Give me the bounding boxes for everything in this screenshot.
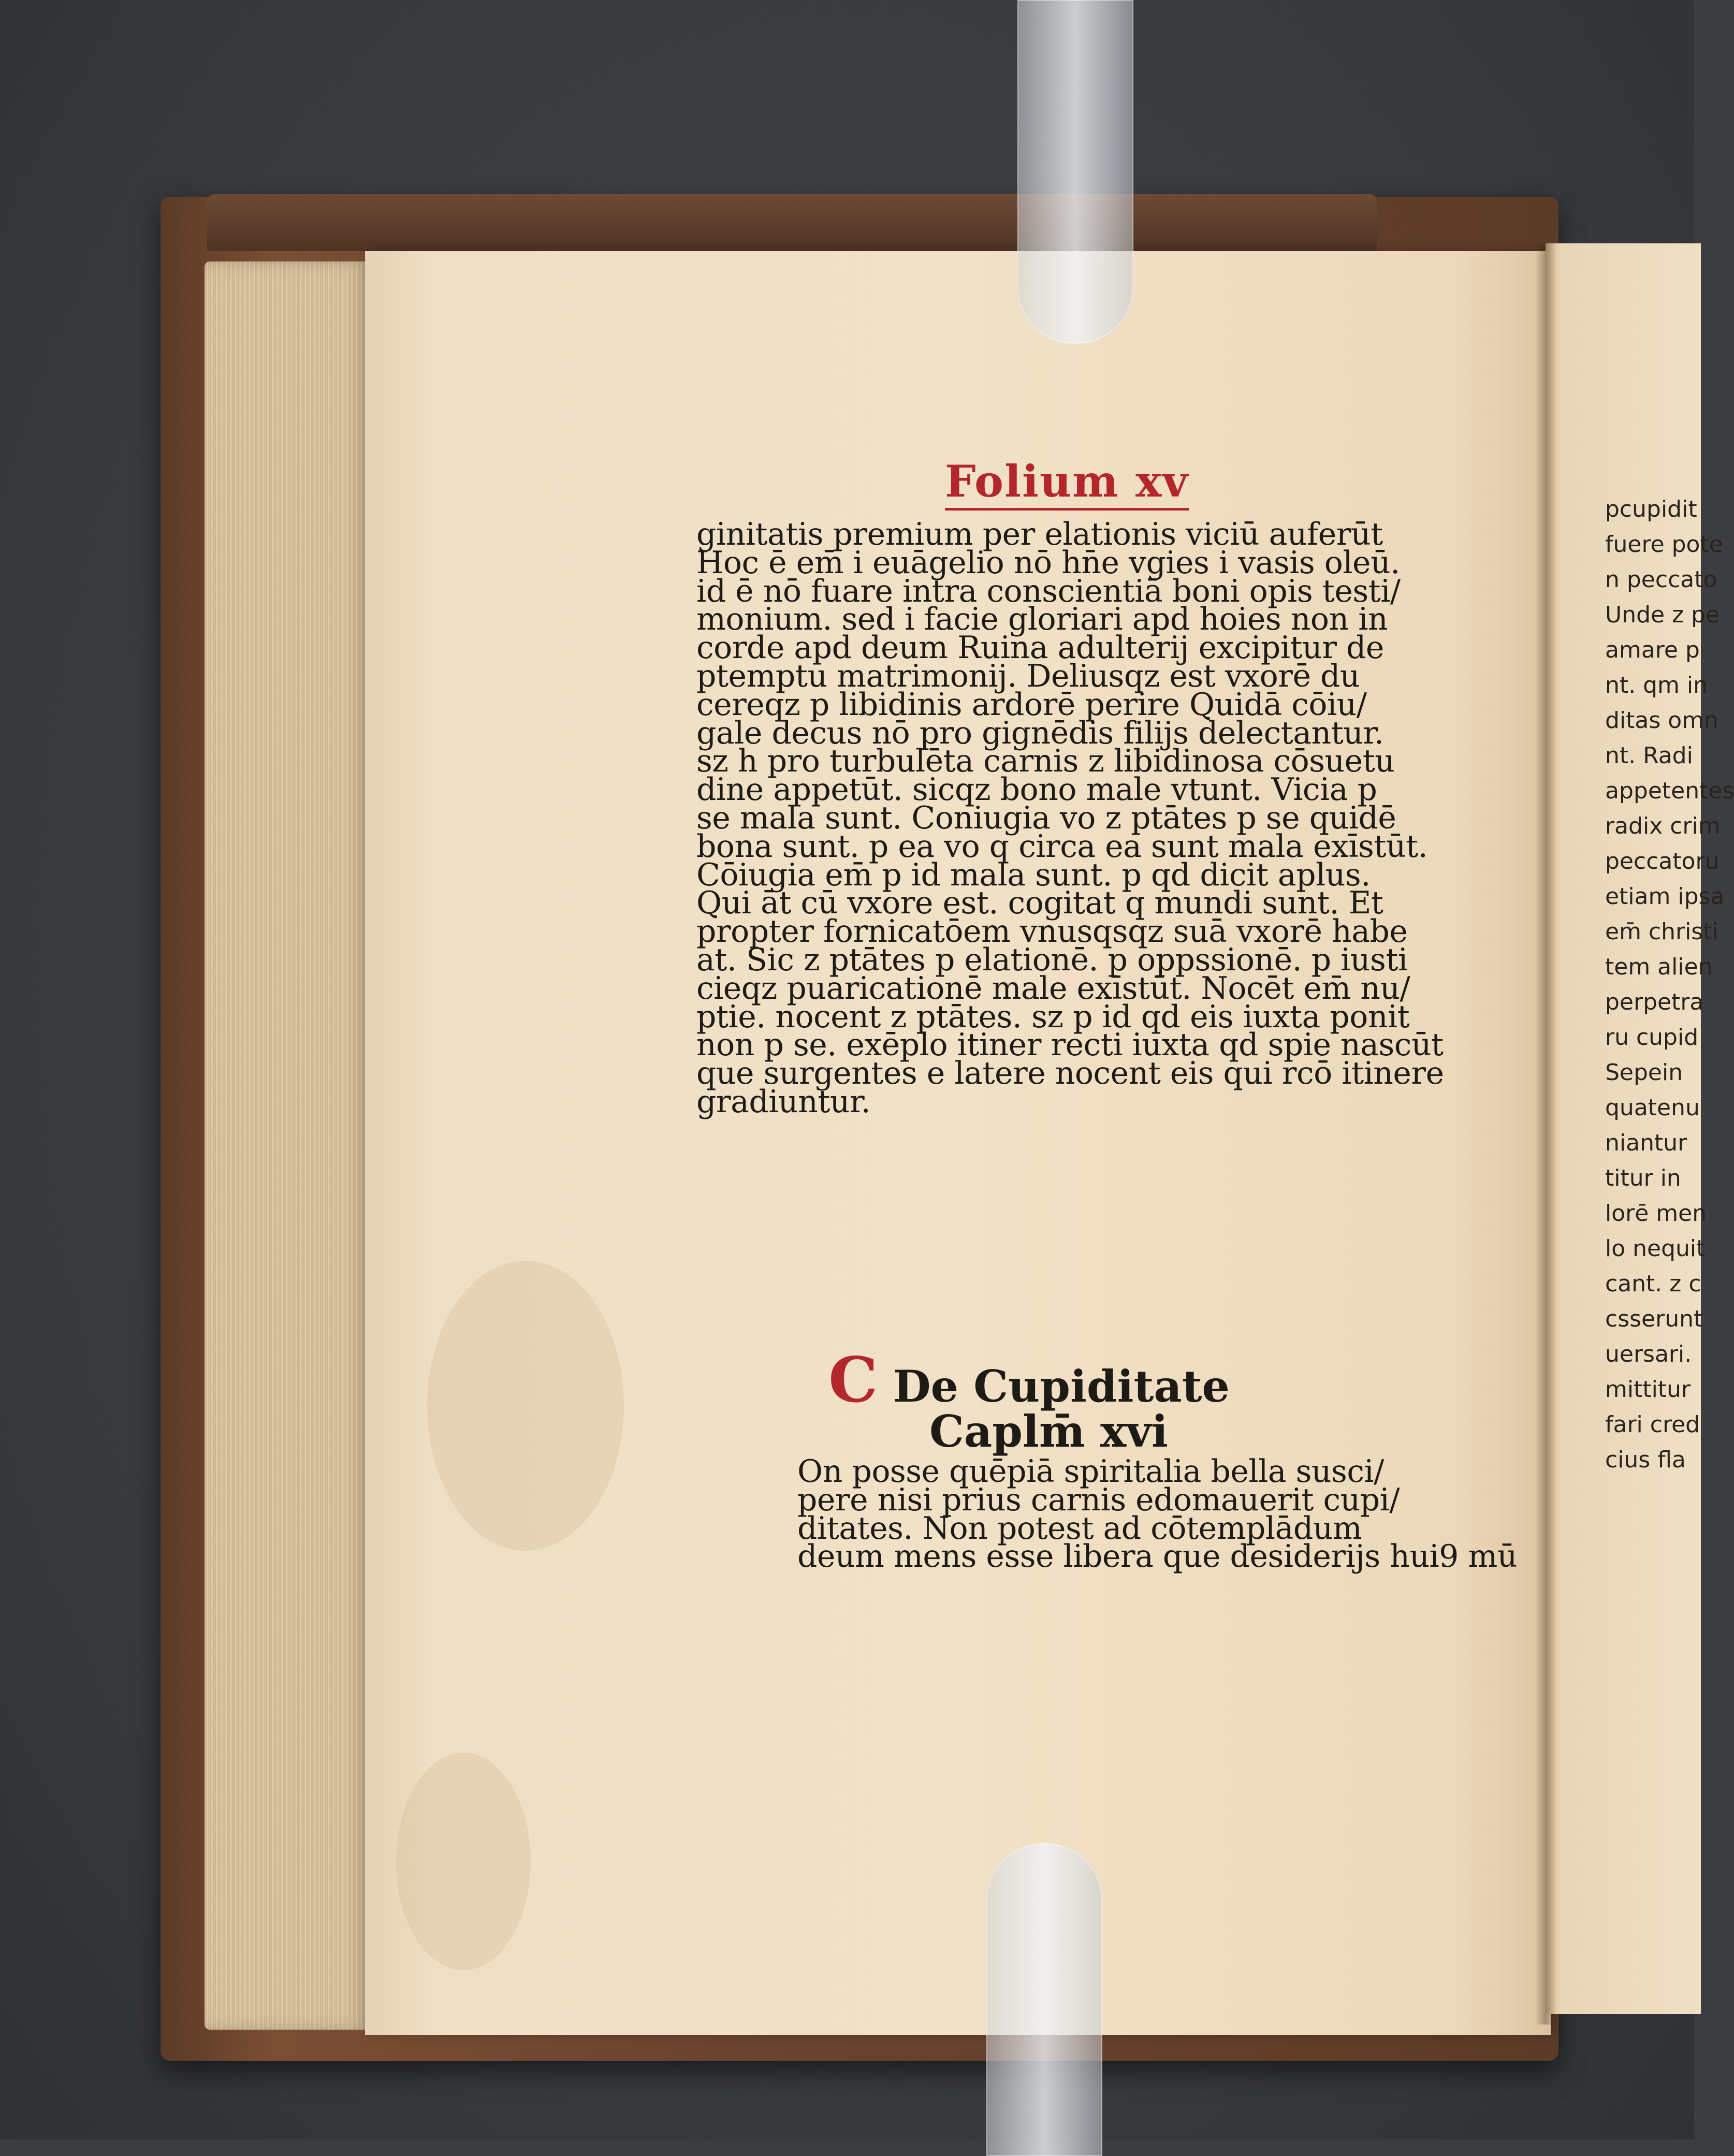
text-line: gale decus nō pro gignēdis filijs delectantur. [696,715,1384,751]
text-line: monium. sed i facie gloriari apd hoies non in [696,601,1388,638]
text-line: amare p [1605,637,1700,663]
right-page [1546,243,1734,2014]
book-spine-top [207,194,1377,251]
text-line: cius fla [1605,1447,1686,1473]
text-line: tem alien [1605,954,1713,980]
text-line: Cōiugia em̄ p id mala sunt. p qd dicit aplus. [696,856,1371,893]
text-line: id ē nō fuare intra conscientiā boni opis testi/ [696,573,1401,609]
text-line: ditates. Non potest ad cōtemplādum [797,1510,1362,1547]
text-line: pere nisi prius carnis edomauerit cupi/ [797,1481,1400,1518]
page-holder-clip-bottom [986,1843,1102,2156]
text-line: lo nequit [1605,1235,1706,1262]
text-line: em̄ christi [1605,919,1718,945]
text-line: ditas omn [1605,707,1718,734]
main-text-block [696,516,1444,1120]
text-line: nt. qm in [1605,672,1708,698]
text-line: On posse quēpiā spiritalia bella susci/ [797,1453,1384,1490]
page-holder-clip-top [1017,0,1133,344]
text-line: cieqz puaricationē male exīstūt. Nocēt em̄ nu/ [696,970,1410,1007]
text-line: perpetra [1605,989,1704,1015]
text-line: Hoc ē em̄ i euāgelio nō hn̄e vgies i vasis oleū. [696,544,1400,581]
text-line: cant. z c [1605,1271,1701,1297]
text-line: appetentes [1605,778,1734,804]
text-line: Qui āt cū vxore est. cogitat q mundi sunt. Et [696,885,1383,922]
right-page-text [1605,492,1734,1478]
text-line: ru cupid [1605,1024,1699,1051]
text-line: etiam ipsa [1605,883,1725,910]
folio-heading: Folium xv [945,456,1189,511]
text-line: non p se. exēplo itiner recti iuxta qd spie nascūt [696,1027,1444,1064]
paper-stain [427,1261,624,1551]
text-line: propter fornicatōem vnusqsqz suā vxorē habe [696,913,1408,950]
text-line: n peccato [1605,566,1717,593]
paper-stain [396,1753,531,1970]
text-line: at. Sic z ptātes p elationē. p oppssionē. p iusti [696,941,1408,978]
text-line: niantur [1605,1130,1687,1156]
text-line: lorē men [1605,1200,1707,1227]
text-line: gradiuntur. [696,1083,871,1120]
text-line: cereqz p libidinis ardorē perire Quidā cōiu/ [696,686,1367,723]
chapter-number: Caplm̄ xvi [929,1406,1168,1457]
text-line: radix crim [1605,813,1721,839]
text-line: csserunt [1605,1306,1703,1332]
text-line: fuere pote [1605,531,1723,558]
text-line: ptemptu matrimonij. Deliusqz est vxorē du [696,658,1360,694]
text-line: quatenu [1605,1095,1700,1121]
page-edges [205,261,370,2030]
text-line: titur in [1605,1165,1681,1191]
text-line: ptie. nocent z ptātes. sz p id qd eis iuxta ponit [696,998,1410,1035]
text-line: fari cred [1605,1411,1700,1438]
text-line: ginitatis premium per elationis viciū auferūt [696,516,1383,552]
text-line: corde apd deum Ruina adulterij excipitur de [696,630,1384,666]
text-line: sz h pro turbulēta carnis z libidinosa cōsuetu [696,743,1395,780]
chapter-heading-text: De Cupiditate [893,1361,1230,1412]
text-line: dine appetūt. sicqz bono male vtunt. Vicia p [696,771,1377,808]
chapter-text-block [797,1453,1517,1575]
text-line: se mala sunt. Coniugia vo z ptātes p se quidē [696,799,1396,836]
text-line: nt. Radi [1605,742,1693,769]
rubricated-initial: C [828,1344,878,1417]
text-line: deum mens esse libera que desiderijs hui9 mū [797,1538,1517,1575]
book-gutter [1535,243,1556,2024]
text-line: que surgentes e latere nocent eis qui rcō itinere [696,1055,1444,1092]
text-line: pcupidit [1605,496,1697,522]
text-line: Sepein [1605,1059,1683,1086]
text-line: bona sunt. p ea vo q circa ea sunt mala exīstūt. [696,828,1428,865]
text-line: mittitur [1605,1376,1691,1403]
text-line: peccatoru [1605,848,1720,875]
text-line: uersari. [1605,1341,1692,1367]
text-line: Unde z pe [1605,602,1720,628]
